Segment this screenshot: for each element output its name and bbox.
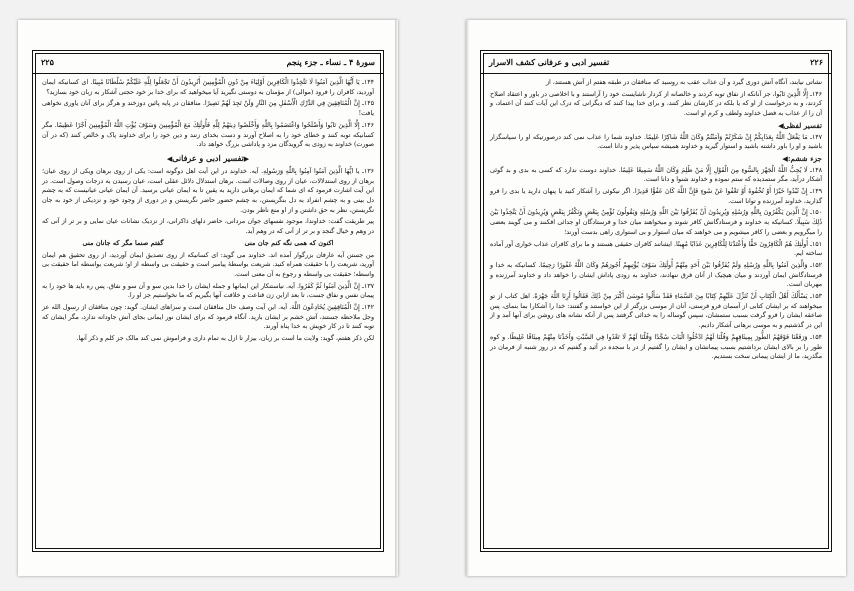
page-frame [480, 50, 832, 552]
running-head [33, 51, 383, 74]
verse-paragraph: ۱۳۷ـ إِنَّ الَّذِينَ آمَنُوا ثُمَّ كَفَرُوا. آیه. نیاستنکار این ایمانها و جمله ایشان را خدا بدین سو و آن سو و نفاق. پس ره باید ها خود را به پیمان نفس و نفاق جست، تا بعد ازاین زن قناعت و خلافت آنها بگیریم که ما نخواستیم جز او را. [42, 282, 374, 300]
surah-title: سورهٔ ۴ ـ نساء ـ جزء پنجم [286, 57, 375, 67]
page-body [33, 74, 383, 344]
running-head [481, 51, 831, 74]
subsection-heading-text: جزء ششم: [787, 153, 822, 163]
verse-paragraph: ۱۴۹ـ إِنْ تُبْدُوا خَيْرًا أَوْ تُخْفُوهُ أَوْ تَعْفُوا عَنْ سُوءٍ فَإِنَّ اللَّهَ كَانَ عَفُوًّا قَدِيرًا. اگر نیکوئی را آشکار کنید یا پنهان دارید یا بدی را فرو گذارید، خداوند آمرزنده و توانا است. [490, 188, 822, 205]
page-number: ۲۲۶ [810, 57, 823, 67]
ornament-icon: ▶ [243, 153, 250, 163]
verse-paragraph: ۱۵۴ـ وَرَفَعْنَا فَوْقَهُمُ الطُّورَ بِمِيثَاقِهِمْ وَقُلْنَا لَهُمُ ادْخُلُوا الْبَابَ سُجَّدًا وَقُلْنَا لَهُمْ لَا تَعْدُوا فِي السَّبْتِ وَأَخَذْنَا مِنْهُمْ مِيثَاقًا غَلِيظًا. و کوه طور را بر بالای ایشان برداشتیم بسبب پیمانشان و ایشان را گفتیم از در با سجده در آئید و گفتیم که در روز شنبه از فرمان در مگذرید، ما از ایشان پیمانی سخت بستدیم. [490, 333, 822, 361]
verse-paragraph: ۱۴۷ـ مَا يَفْعَلُ اللَّهُ بِعَذَابِكُمْ إِنْ شَكَرْتُمْ وَآمَنْتُمْ وَكَانَ اللَّهُ شَاكِرًا عَلِيمًا. خداوند شما را عذاب نمی کند درصورتیکه او را سپاسگزار باشید و او را باور داشته باشید و استوار گیرید و خداوند همیشه سپاس پذیر و دانا است. [490, 133, 822, 151]
page-number: ۲۲۵ [41, 57, 54, 67]
section-heading [42, 153, 374, 164]
verse-paragraph: ۱۴۴ـ يَا أَيُّهَا الَّذِينَ آمَنُوا لَا تَتَّخِذُوا الْكَافِرِينَ أَوْلِيَاءَ مِنْ دُونِ الْمُؤْمِنِينَ أَتُرِيدُونَ أَنْ تَجْعَلُوا لِلَّهِ عَلَيْكُمْ سُلْطَانًا مُبِينًا. ای کسانیکه ایمان آوردید، کافران را فرود (موالی) از مؤمنان به دوستی نگیرید آیا میخواهید که برای خدا بر خود حجتی آشکار به زبان خود بسازید؟ [42, 79, 374, 96]
subsection-heading [490, 121, 822, 131]
verse-paragraph: ۱۳۶ـ یا ایُّهَا الَّذِینَ آمَنُوا آمِنُوا بِاللّٰهِ وَرَسُولِهِ. آیه. خداوند در این آیت اهل دوگونه است: یکی از روی برهان ویکی از روی عیان؛ برهان از روی استدلالات، عیان از روی وصالات است. برهان استدلال دلائل عقلی است، عیان رسیدن به درجات وصول است. در این آیت اشارت فرمود که ای شما که ایمان برهانی دارید به یقین تا به ایمان عیانی برسید. آن ایمان عیانی عیانیست که به چشم دل بینی و به چشم انفراد به دل بنگریستن، به چشم حضور حاضر نگریستن و در دوری از وجود خود و نزدیکی از خود به جان نگریستن، نظر به حق داشتن و از او منع ناظر بودن. [42, 167, 374, 214]
verse-paragraph: ۱۴۵ـ إِنَّ الْمُنَافِقِينَ فِي الدَّرْكِ الْأَسْفَلِ مِنَ النَّارِ وَلَنْ تَجِدَ لَهُمْ نَصِيرًا. منافقان در پایه پائین دوزخند و هرگز برای آنان یاوری نخواهی یافت! [42, 100, 374, 118]
verse-paragraph: ۱۴۲ـ إِنَّ الْمُنَافِقِينَ يُخَادِعُونَ اللَّهَ. آیه. این آیت وصف حال منافقان است و سزاهای ایشان. گوید: چون منافقان از رسول الله عز وجل ملاحظه جستند، آتش خشم بر ایشان بارید. آنگاه فرمود که برای ایشان نور ایمانی بجای آتش جاودانه ندارد، مگر ایشان که توبه کنند تا در کار خویش به خدا پناه آورند. [42, 304, 374, 331]
verse-paragraph: ۱۴۸ـ لَا يُحِبُّ اللَّهُ الْجَهْرَ بِالسُّوءِ مِنَ الْقَوْلِ إِلَّا مَنْ ظُلِمَ وَكَانَ اللَّهُ سَمِيعًا عَلِيمًا. خداوند دوست ندارد که کسی به بدی و بد گوئی آشکار درآید، مگر ستمدیده که ستم نموده و خداوند شنوا و دانا است. [490, 166, 822, 184]
verse-paragraph: لکن ذکر هفتم، گوید: ولایت ما است بر زبان، بیزار تا ازل به تمام داری و فراموش نمی کند مالک جز کلم و ذکر آنها. [76, 335, 374, 343]
page-body [481, 74, 831, 362]
verse-paragraph: نشاتی نیابند، آنگاه آتش دوری گیرد و آن عذاب عقب به روسید که منافقان در طبقه هفتم از آتش هستند، از [546, 79, 822, 86]
subsection-heading [490, 154, 822, 164]
book-title: تفسیر ادبی و عرفانی کشف الاسرار [489, 57, 610, 67]
ornament-icon: ◀ [778, 120, 784, 130]
verse-paragraph: ۱۵۱ـ أُولَٰئِكَ هُمُ الْكَافِرُونَ حَقًّا وَأَعْتَدْنَا لِلْكَافِرِينَ عَذَابًا مُهِينًا. ایشانند کافران حقیقی هستند و ما برای کافران عذاب خواری آور آماده ساخته ایم. [490, 240, 822, 258]
left-page [18, 20, 398, 576]
ornament-icon: ◀ [782, 153, 788, 163]
ornament-icon: ◀ [166, 153, 173, 163]
right-page [466, 20, 846, 576]
verse-paragraph: من جستن آیه عارفان بزرگوار آمده اند. خداوند می گوید: ای کسانیکه از روی تصدیق ایمان آوردید، از روی تحقیق هم ایمان آورید، شریعت را با حقیقت همراه کنید. شریعت بواسطهٔ پیامبر است و حقیقت بی واسطه از او؛ شریعت بواسطه اما حقیقت بی واسطه؛ حقیقت بی واسطه و رجوع به آن معنی است. [42, 251, 374, 278]
page-gutter [466, 20, 469, 576]
section-heading-text: تفسیر ادبی و عرفانی [172, 152, 244, 163]
verse-paragraph: ۱۴۶ـ إِلَّا الَّذِينَ تَابُوا وَأَصْلَحُوا وَاعْتَصَمُوا بِاللَّهِ وَأَخْلَصُوا دِينَهُمْ لِلَّهِ فَأُولَٰئِكَ مَعَ الْمُؤْمِنِينَ وَسَوْفَ يُؤْتِ اللَّهُ الْمُؤْمِنِينَ أَجْرًا عَظِيمًا. مگر کسانیکه توبه کنند و خطای خود را به اصلاح آورند و دست بخدای زنند و دین خود را برای خداوند پاک و خالص کنند (که در آن صورت) خداوند به زودی به گرویدگان مزد و پاداشی بزرگ خواهد داد. [42, 121, 374, 149]
poem-hemistich: گفتم صنما مگر که جانان منی [82, 238, 164, 247]
verse-paragraph: پیر طریقت گفت: خداوندا، موجود نفسهای جوان مردانی، حاضر دلهای ذاکرانی، از نزدیک نشانات عیان نمایی و بر تر از آنی که در وهم و خیال گنجد و بر تر از آنی که در وهم آید. [42, 218, 374, 236]
page-gutter [395, 20, 398, 576]
poem-couplet [42, 239, 374, 249]
poem-hemistich: اکنون که همی نگه کنم جان منی [244, 238, 334, 247]
page-frame [32, 50, 384, 552]
verse-paragraph: ۱۴۶ـ إِلَّا الَّذِينَ تَابُوا، جز آنانکه از نفاق توبه کردند و خالصانه از کردار ناشایست خود را آراستند و با اخلاصی در باور و اعتقاد اصلاح کردند، و به درخواست از او که یا بلکه در کارشان نظر کنند، و برای خدا پیدا کنند که دیگرانی که درک این آیات کنند آن اعتماد، و آن را از عذاب به فضل خداوند ولطف و کرم او است. [490, 90, 822, 118]
verse-paragraph: ۱۵۲ـ وَالَّذِينَ آمَنُوا بِاللَّهِ وَرُسُلِهِ وَلَمْ يُفَرِّقُوا بَيْنَ أَحَدٍ مِنْهُمْ أُولَٰئِكَ سَوْفَ يُؤْتِيهِمْ أُجُورَهُمْ وَكَانَ اللَّهُ غَفُورًا رَحِيمًا. کسانیکه به خدا و فرستادگانش ایمان آوردند و میان هیچیک از آنان فرق ننهادند، خداوند به زودی پاداش ایشان را خواهد داد و خداوند آمرزنده و مهربان است. [490, 261, 822, 289]
subsection-heading-text: تفسیر لفظی [783, 120, 822, 130]
verse-paragraph: ۱۵۳ـ يَسْأَلُكَ أَهْلُ الْكِتَابِ أَنْ تُنَزِّلَ عَلَيْهِمْ كِتَابًا مِنَ السَّمَاءِ فَقَدْ سَأَلُوا مُوسَىٰ أَكْبَرَ مِنْ ذَٰلِكَ فَقَالُوا أَرِنَا اللَّهَ جَهْرَةً. اهل کتاب از تو میخواهند که بر ایشان کتابی از آسمان فرو فرستی، آنان از موسی بزرگتر از این خواستند و گفتند: خدا را آشکارا بما بنمای، پس صاعقه ایشان را فرو گرفت بسبب ستمشان، سپس گوساله را به خدائی گرفتند پس از آنکه نشانه های روشن برای آنها آمد و از این در گذشتیم و به موسی برهانی آشکار دادیم. [490, 293, 822, 330]
verse-paragraph: ۱۵۰ـ إِنَّ الَّذِينَ يَكْفُرُونَ بِاللَّهِ وَرُسُلِهِ وَيُرِيدُونَ أَنْ يُفَرِّقُوا بَيْنَ اللَّهِ وَرُسُلِهِ وَيَقُولُونَ نُؤْمِنُ بِبَعْضٍ وَنَكْفُرُ بِبَعْضٍ وَيُرِيدُونَ أَنْ يَتَّخِذُوا بَيْنَ ذَٰلِكَ سَبِيلًا. کسانیکه به خداوند و فرستادگانش کافر شوند و میخواهند میان خدا و فرستادگان او جدائی افکنند و می گویند بعضی را میگرویم و بعضی را کافر میشویم و می خواهند که میان استوار و بی استواری راهی بدست آورند؛ [490, 209, 822, 236]
